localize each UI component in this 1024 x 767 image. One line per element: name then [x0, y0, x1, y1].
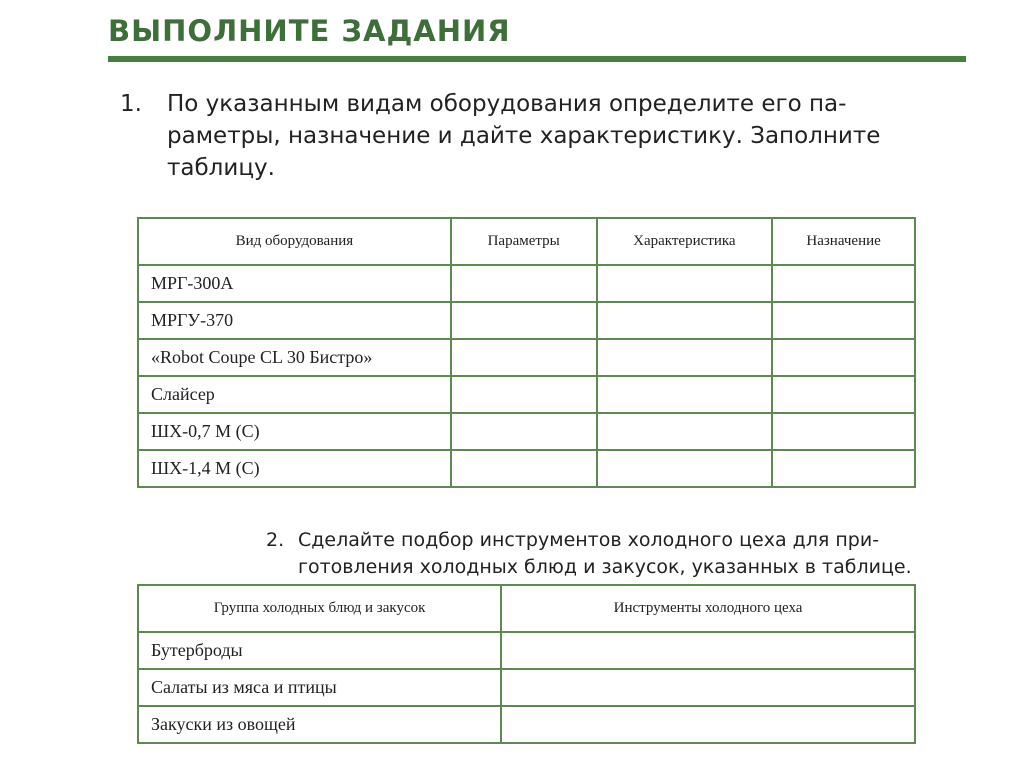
characteristics-cell[interactable] — [597, 339, 773, 376]
header-parameters: Параметры — [451, 218, 597, 265]
table-row — [138, 632, 915, 669]
equipment-name: МРГ-300А — [138, 265, 451, 302]
purpose-cell[interactable] — [772, 339, 915, 376]
purpose-cell[interactable] — [772, 450, 915, 487]
parameters-cell[interactable] — [451, 339, 597, 376]
table-row — [138, 669, 915, 706]
heading-underline — [108, 56, 966, 62]
equipment-name: МРГУ-370 — [138, 302, 451, 339]
tools-cell[interactable] — [501, 706, 915, 743]
task-1-line-1: По указанным видам оборудования определите его па- — [167, 91, 847, 117]
equipment-name: Слайсер — [138, 376, 451, 413]
characteristics-cell[interactable] — [597, 376, 773, 413]
tools-cell[interactable] — [501, 632, 915, 669]
tools-cell[interactable] — [501, 669, 915, 706]
task-2-line-1: Сделайте подбор инструментов холодного цеха для при- — [298, 529, 880, 551]
page-heading: ВЫПОЛНИТЕ ЗАДАНИЯ — [108, 14, 511, 48]
table-row — [138, 302, 915, 339]
header-cold-shop-tools: Инструменты холодного цеха — [501, 585, 915, 632]
characteristics-cell[interactable] — [597, 413, 773, 450]
cold-tools-table — [137, 584, 916, 744]
task-2-line-2: готовления холодных блюд и закусок, указанных в таблице. — [298, 556, 912, 578]
task-1-number: 1. — [120, 91, 142, 117]
parameters-cell[interactable] — [451, 265, 597, 302]
table-row — [138, 376, 915, 413]
task-1 — [120, 88, 980, 184]
purpose-cell[interactable] — [772, 376, 915, 413]
dish-group-name: Закуски из овощей — [138, 706, 501, 743]
table-row — [138, 450, 915, 487]
equipment-table-header — [138, 218, 915, 265]
task-2 — [266, 527, 966, 581]
table-row — [138, 413, 915, 450]
characteristics-cell[interactable] — [597, 302, 773, 339]
header-equipment-type: Вид оборудования — [138, 218, 451, 265]
characteristics-cell[interactable] — [597, 265, 773, 302]
cold-tools-table-header — [138, 585, 915, 632]
parameters-cell[interactable] — [451, 302, 597, 339]
header-dish-group: Группа холодных блюд и закусок — [138, 585, 501, 632]
purpose-cell[interactable] — [772, 265, 915, 302]
parameters-cell[interactable] — [451, 450, 597, 487]
task-2-number: 2. — [266, 529, 285, 551]
header-characteristics: Характеристика — [597, 218, 773, 265]
equipment-name: «Robot Coupe CL 30 Бистро» — [138, 339, 451, 376]
table-row — [138, 339, 915, 376]
parameters-cell[interactable] — [451, 413, 597, 450]
task-2-text — [298, 527, 966, 581]
dish-group-name: Салаты из мяса и птицы — [138, 669, 501, 706]
equipment-name: ШХ-0,7 М (С) — [138, 413, 451, 450]
purpose-cell[interactable] — [772, 413, 915, 450]
task-1-line-2: раметры, назначение и дайте характеристику. Заполните — [167, 123, 881, 149]
parameters-cell[interactable] — [451, 376, 597, 413]
characteristics-cell[interactable] — [597, 450, 773, 487]
task-1-line-3: таблицу. — [167, 155, 275, 181]
equipment-name: ШХ-1,4 М (С) — [138, 450, 451, 487]
equipment-table — [137, 217, 916, 488]
task-1-text — [167, 88, 980, 184]
header-purpose: Назначение — [772, 218, 915, 265]
purpose-cell[interactable] — [772, 302, 915, 339]
table-row — [138, 265, 915, 302]
table-row — [138, 706, 915, 743]
dish-group-name: Бутерброды — [138, 632, 501, 669]
